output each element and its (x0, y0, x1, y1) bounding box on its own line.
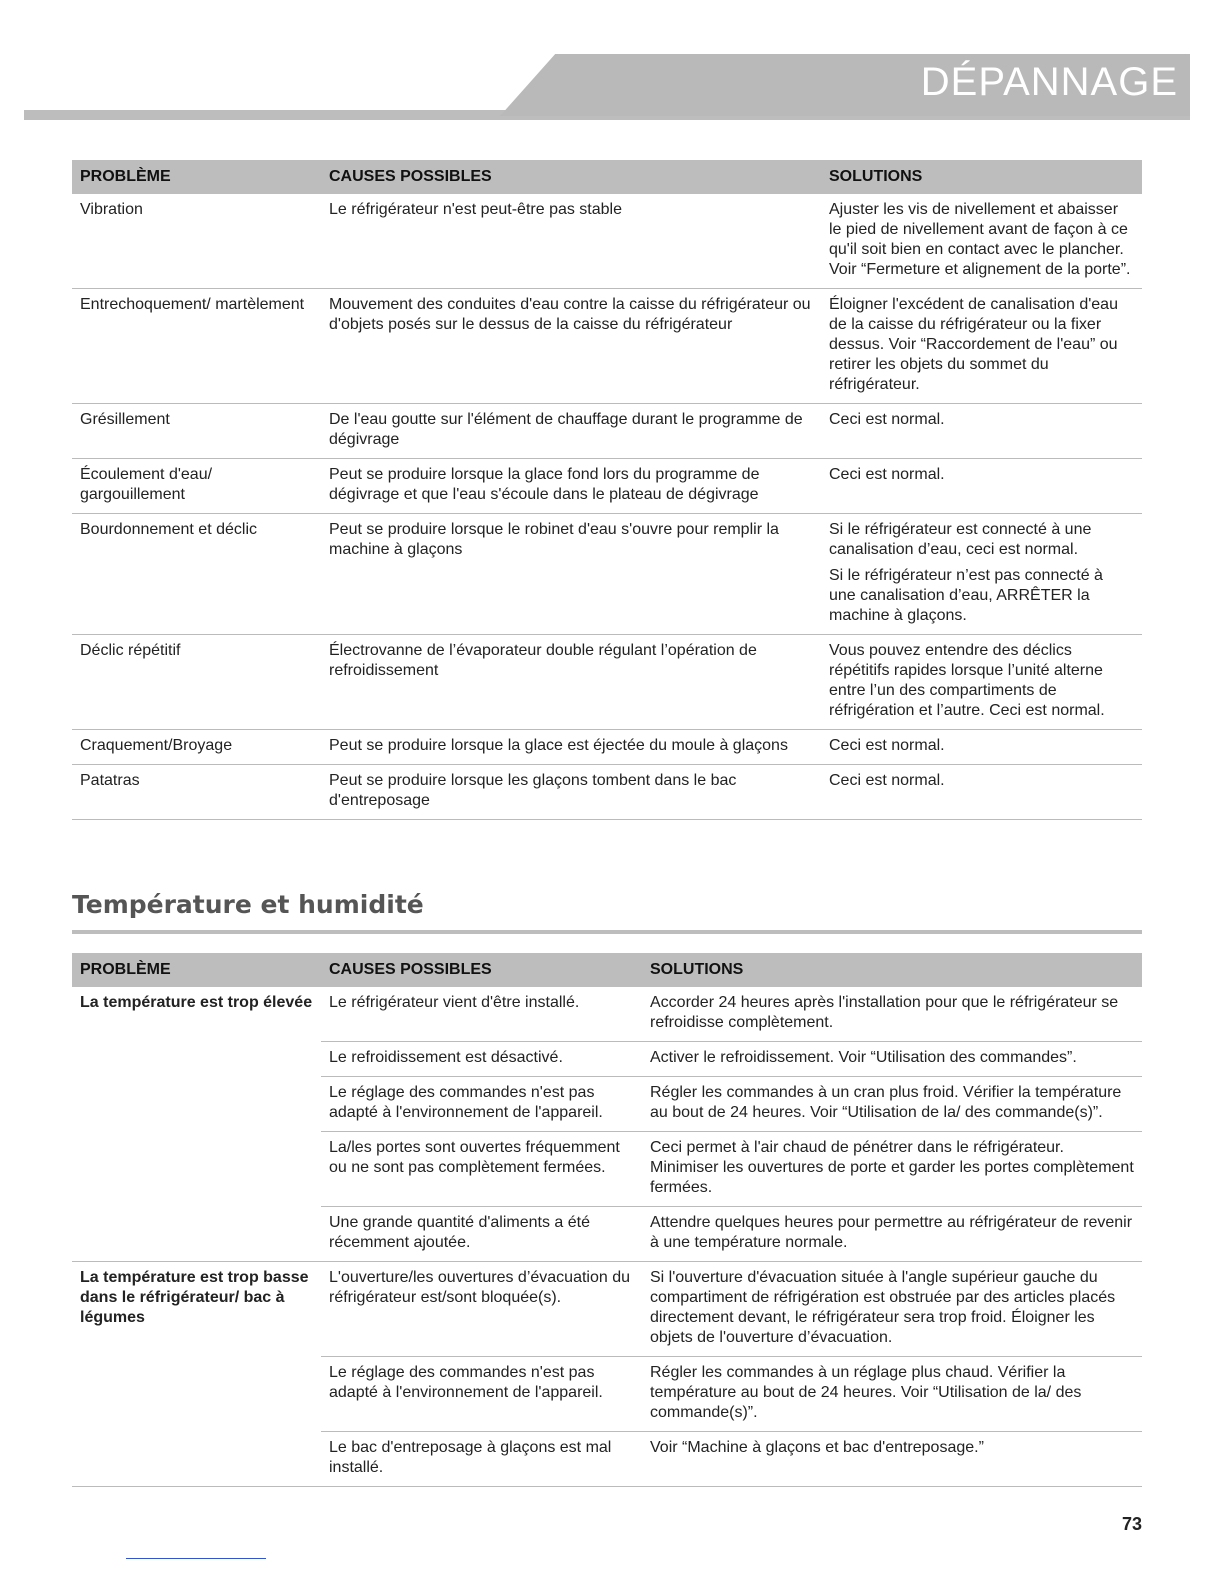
problem-cell: La température est trop basse dans le réfrigérateur/ bac à légumes (72, 1262, 321, 1487)
solution-text: Ceci est normal. (829, 466, 945, 483)
solution-cell: Attendre quelques heures pour permettre au réfrigérateur de revenir à une température normale. (642, 1207, 1142, 1262)
cause-cell: Le réglage des commandes n'est pas adapté à l'environnement de l'appareil. (321, 1077, 642, 1132)
solution-cell: Si l'ouverture d'évacuation située à l'angle supérieur gauche du compartiment de réfrigération est obstruée par des articles placés directement devant, le réfrigérateur sera trop froid. Éloigner les objets de l'ouverture d’évacuation. (642, 1262, 1142, 1357)
column-header-causes: CAUSES POSSIBLES (321, 953, 642, 987)
column-header-solutions: SOLUTIONS (821, 160, 1142, 194)
problem-cell: Patatras (72, 765, 321, 820)
solution-cell (821, 404, 1142, 459)
problem-cell: Bourdonnement et déclic (72, 514, 321, 635)
page-title: DÉPANNAGE (920, 60, 1178, 104)
solution-cell (821, 194, 1142, 289)
column-header-solutions: SOLUTIONS (642, 953, 1142, 987)
table-row (72, 635, 1142, 730)
column-header-problem: PROBLÈME (72, 953, 321, 987)
problem-cell: Craquement/Broyage (72, 730, 321, 765)
column-header-causes: CAUSES POSSIBLES (321, 160, 821, 194)
solution-text: Ceci est normal. (829, 772, 945, 789)
problem-cell: Déclic répétitif (72, 635, 321, 730)
solution-text: Vous pouvez entendre des déclics répétitifs rapides lorsque l’unité alterne entre l’un des compartiments de réfrigération et l’autre. Ceci est normal. (829, 642, 1105, 719)
cause-cell: De l'eau goutte sur l'élément de chauffage durant le programme de dégivrage (321, 404, 821, 459)
solution-text: Si le réfrigérateur n’est pas connecté à une canalisation d’eau, ARRÊTER la machine à glaçons. (829, 567, 1103, 624)
table-row (72, 404, 1142, 459)
solution-cell (821, 765, 1142, 820)
cause-cell: Le réglage des commandes n'est pas adapté à l'environnement de l'appareil. (321, 1357, 642, 1432)
section-title: Température et humidité (72, 890, 424, 919)
solution-cell: Ceci permet à l'air chaud de pénétrer dans le réfrigérateur. Minimiser les ouvertures de porte et garder les portes complètement fermées. (642, 1132, 1142, 1207)
cause-cell: Mouvement des conduites d'eau contre la caisse du réfrigérateur ou d'objets posés sur le dessus de la caisse du réfrigérateur (321, 289, 821, 404)
column-header-problem: PROBLÈME (72, 160, 321, 194)
solution-cell (821, 635, 1142, 730)
section-rule (72, 930, 1142, 934)
cause-cell: Peut se produire lorsque les glaçons tombent dans le bac d'entreposage (321, 765, 821, 820)
cause-cell: Électrovanne de l’évaporateur double régulant l’opération de refroidissement (321, 635, 821, 730)
table-row (72, 289, 1142, 404)
problem-cell: Entrechoquement/ martèlement (72, 289, 321, 404)
solution-cell (821, 289, 1142, 404)
cause-cell: Peut se produire lorsque la glace est éjectée du moule à glaçons (321, 730, 821, 765)
cause-cell: Peut se produire lorsque le robinet d'eau s'ouvre pour remplir la machine à glaçons (321, 514, 821, 635)
cause-cell: Le réfrigérateur n'est peut-être pas stable (321, 194, 821, 289)
problem-cell: Vibration (72, 194, 321, 289)
temperature-troubleshooting-table (72, 953, 1142, 1487)
table-row (72, 194, 1142, 289)
solution-cell: Activer le refroidissement. Voir “Utilisation des commandes”. (642, 1042, 1142, 1077)
table-row (72, 765, 1142, 820)
cause-cell: L'ouverture/les ouvertures d’évacuation du réfrigérateur est/sont bloquée(s). (321, 1262, 642, 1357)
problem-cell: La température est trop élevée (72, 987, 321, 1262)
footer-line (126, 1558, 266, 1559)
cause-cell: Une grande quantité d'aliments a été récemment ajoutée. (321, 1207, 642, 1262)
solution-cell: Voir “Machine à glaçons et bac d'entreposage.” (642, 1432, 1142, 1487)
solution-text: Ceci est normal. (829, 411, 945, 428)
solution-cell: Régler les commandes à un réglage plus chaud. Vérifier la température au bout de 24 heures. Voir “Utilisation de la/ des commande(s)”. (642, 1357, 1142, 1432)
cause-cell: La/les portes sont ouvertes fréquemment ou ne sont pas complètement fermées. (321, 1132, 642, 1207)
solution-cell: Accorder 24 heures après l'installation pour que le réfrigérateur se refroidisse complètement. (642, 987, 1142, 1042)
problem-cell: Écoulement d'eau/ gargouillement (72, 459, 321, 514)
solution-cell (821, 514, 1142, 635)
solution-text: Si le réfrigérateur est connecté à une canalisation d’eau, ceci est normal. (829, 521, 1092, 558)
cause-cell: Le refroidissement est désactivé. (321, 1042, 642, 1077)
cause-cell: Le bac d'entreposage à glaçons est mal installé. (321, 1432, 642, 1487)
solution-cell (821, 730, 1142, 765)
problem-cell: Grésillement (72, 404, 321, 459)
solution-cell (821, 459, 1142, 514)
solution-text: Ceci est normal. (829, 737, 945, 754)
table-row (72, 1262, 1142, 1357)
noise-troubleshooting-table (72, 160, 1142, 820)
cause-cell: Peut se produire lorsque la glace fond lors du programme de dégivrage et que l'eau s'écoule dans le plateau de dégivrage (321, 459, 821, 514)
table-row (72, 987, 1142, 1042)
cause-cell: Le réfrigérateur vient d'être installé. (321, 987, 642, 1042)
table-row (72, 730, 1142, 765)
solution-cell: Régler les commandes à un cran plus froid. Vérifier la température au bout de 24 heures. Voir “Utilisation de la/ des commande(s)”. (642, 1077, 1142, 1132)
page-number: 73 (1121, 1514, 1142, 1534)
solution-text: Ajuster les vis de nivellement et abaisser le pied de nivellement avant de façon à ce qu'il soit bien en contact avec le plancher. Voir “Fermeture et alignement de la porte”. (829, 201, 1131, 278)
table-row (72, 514, 1142, 635)
table-row (72, 459, 1142, 514)
solution-text: Éloigner l'excédent de canalisation d'eau de la caisse du réfrigérateur ou la fixer dessus. Voir “Raccordement de l'eau” ou retirer les objets du sommet du réfrigérateur. (829, 296, 1118, 393)
